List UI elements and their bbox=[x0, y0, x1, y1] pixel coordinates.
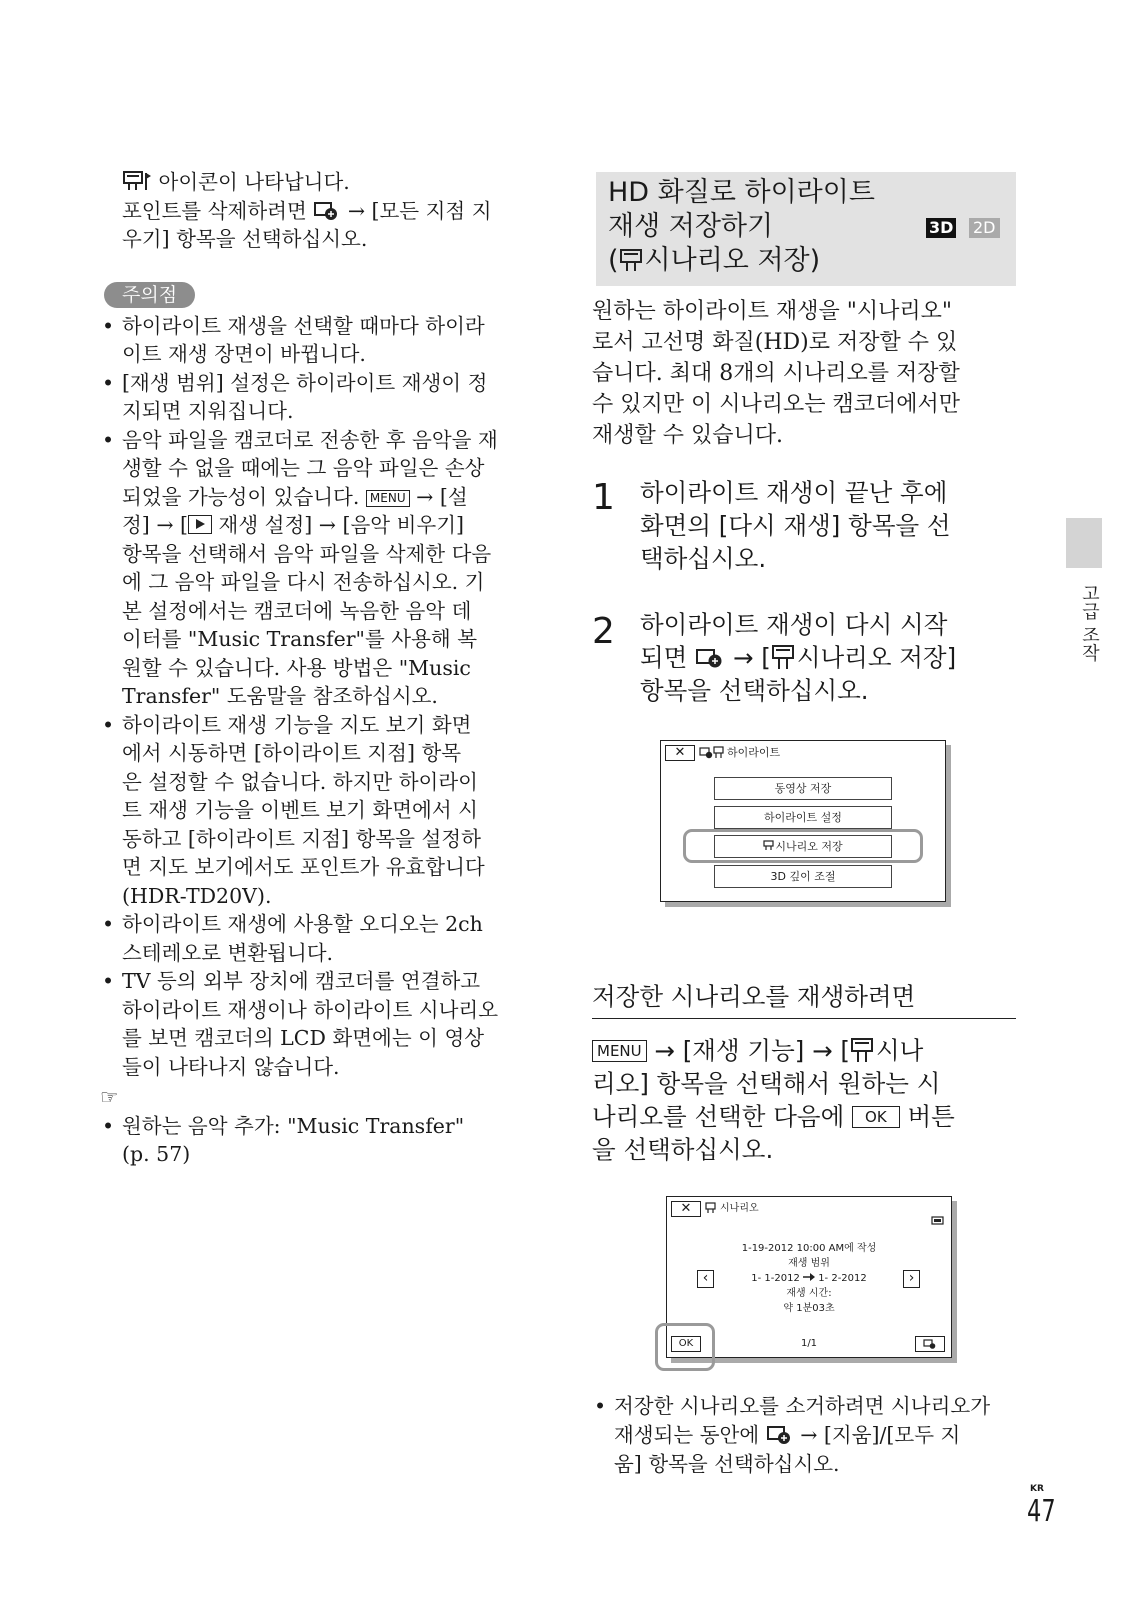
highlight-settings-button[interactable] bbox=[915, 1336, 945, 1352]
continuation-line-2: 포인트를 삭제하려면 → [모든 지점 지 bbox=[122, 198, 492, 223]
selection-highlight bbox=[655, 1323, 715, 1371]
step-2-number: 2 bbox=[592, 611, 615, 652]
step-2-text: 하이라이트 재생이 다시 시작 되면 → [ 시나리오 저장] 항목을 선택하십시오. bbox=[640, 610, 957, 705]
highlight-settings-button[interactable]: 하이라이트 설정 bbox=[714, 806, 892, 829]
bullet-1: • 하이라이트 재생을 선택할 때마다 하이라 이트 재생 장면이 바뀝니다. bbox=[100, 312, 530, 369]
scenario-icon bbox=[771, 643, 797, 671]
highlight-settings-icon bbox=[766, 1423, 794, 1445]
bottom-note: • 저장한 시나리오를 소거하려면 시나리오가 재생되는 동안에 → [지움]/[모두 지 움] 항목을 선택하십시오. bbox=[592, 1392, 1022, 1479]
scenario-info: 1-19-2012 10:00 AM에 작성 재생 범위 1- 1-2012 1- 2-2012 재생 시간: 약 1분03초 bbox=[741, 1243, 877, 1314]
side-label: 고급 조작 bbox=[1079, 584, 1100, 662]
section-side-tab bbox=[1066, 518, 1102, 568]
scenario-flag-icon bbox=[122, 170, 152, 192]
menu-key: MENU bbox=[592, 1040, 647, 1062]
ok-key: OK bbox=[852, 1106, 900, 1128]
battery-icon bbox=[931, 1216, 945, 1225]
scenario-screen bbox=[666, 1196, 952, 1358]
arrow-right-icon bbox=[803, 1273, 815, 1281]
next-button[interactable]: › bbox=[903, 1270, 920, 1288]
bullet-tip: • 원하는 음악 추가: "Music Transfer" (p. 57) bbox=[100, 1112, 530, 1169]
menu-key: MENU bbox=[366, 490, 410, 507]
selection-highlight bbox=[683, 829, 923, 863]
tip-icon: ☞ bbox=[100, 1085, 119, 1109]
bullet-2: • [재생 범위] 설정은 하이라이트 재생이 정 지되면 지워집니다. bbox=[100, 369, 530, 426]
save-scenario-button[interactable]: 시나리오 저장 bbox=[714, 835, 892, 858]
page-indicator: 1/1 bbox=[800, 1338, 818, 1349]
close-button[interactable]: ✕ bbox=[671, 1201, 701, 1217]
sub-instructions: MENU → [재생 기능] → [ 시나 리오] 항목을 선택해서 원하는 시 나리오를 선택한 다음에 OK 버튼 을 선택하십시오. bbox=[592, 1036, 955, 1164]
badge-2d: 2D bbox=[969, 218, 1000, 238]
left-column bbox=[100, 168, 530, 1169]
page-number: 47 bbox=[1027, 1494, 1056, 1529]
notice-tag: 주의점 bbox=[104, 282, 195, 308]
prev-button[interactable]: ‹ bbox=[697, 1270, 714, 1288]
close-button[interactable]: ✕ bbox=[665, 745, 695, 761]
screen-header: 하이라이트 bbox=[727, 746, 781, 759]
page-language: KR bbox=[1030, 1484, 1044, 1494]
playback-icon bbox=[188, 515, 212, 534]
scenario-icon bbox=[619, 247, 645, 273]
scenario-icon bbox=[705, 1202, 717, 1214]
ok-button[interactable]: OK bbox=[671, 1336, 701, 1352]
bullet-4: • 하이라이트 재생 기능을 지도 보기 화면 에서 시동하면 [하이라이트 지점] 항목 은 설정할 수 없습니다. 하지만 하이라이 트 재생 기능을 이벤트 보기 화면에서 시 동하고 [하이라이트 지점] 항목을 설정하 면 지도 보기에서도 포인트가 유효합니다 (HDR-TD20V). bbox=[100, 711, 530, 911]
scenario-icon bbox=[850, 1036, 876, 1064]
continuation-line-3: 우기] 항목을 선택하십시오. bbox=[122, 227, 368, 251]
highlight-menu-screen bbox=[660, 740, 946, 902]
step-1-number: 1 bbox=[592, 477, 615, 518]
bullet-5: • 하이라이트 재생에 사용할 오디오는 2ch 스테레오로 변환됩니다. bbox=[100, 910, 530, 967]
bullet-6: • TV 등의 외부 장치에 캠코더를 연결하고 하이라이트 재생이나 하이라이트 시나리오 를 보면 캠코더의 LCD 화면에는 이 영상 들이 나타나지 않습니다. bbox=[100, 967, 530, 1081]
highlight-settings-icon bbox=[695, 645, 725, 669]
highlight-settings-icon bbox=[699, 746, 725, 759]
screen-header: 시나리오 bbox=[720, 1203, 759, 1214]
badge-3d: 3D bbox=[926, 218, 956, 238]
continuation-line-1: 아이콘이 나타납니다. bbox=[100, 168, 530, 197]
section-title: HD 화질로 하이라이트 재생 저장하기 ( 시나리오 저장) 3D 2D bbox=[596, 172, 1016, 286]
sub-heading: 저장한 시나리오를 재생하려면 bbox=[592, 982, 1016, 1019]
step-1-text: 하이라이트 재생이 끝난 후에 화면의 [다시 재생] 항목을 선 택하십시오. bbox=[640, 478, 951, 573]
bullet-3: • 음악 파일을 캠코더로 전송한 후 음악을 재 생할 수 없을 때에는 그 음악 파일은 손상 되었을 가능성이 있습니다. MENU → [설 정] → [ 재생 설정] → [음악 비우기] 항목을 선택해서 음악 파일을 삭제한 다음 에 그 음악 파일을 다시 전송하십시오. 기 본 설정에서는 캠코더에 녹음한 음악 데 이터를 "Music Transfer"를 사용해 복 원할 수 있습니다. 사용 방법은 "Music Transfer" 도움말을 참조하십시오. bbox=[100, 426, 530, 711]
save-movie-button[interactable]: 동영상 저장 bbox=[714, 777, 892, 800]
highlight-settings-icon bbox=[313, 199, 341, 221]
highlight-settings-icon bbox=[923, 1338, 937, 1349]
3d-depth-button[interactable]: 3D 깊이 조절 bbox=[714, 865, 892, 888]
intro-paragraph: 원하는 하이라이트 재생을 "시나리오" 로서 고선명 화질(HD)로 저장할 수 있 습니다. 최대 8개의 시나리오를 저장할 수 있지만 이 시나리오는 캠코더에서만 재생할 수 있습니다. bbox=[592, 299, 961, 448]
